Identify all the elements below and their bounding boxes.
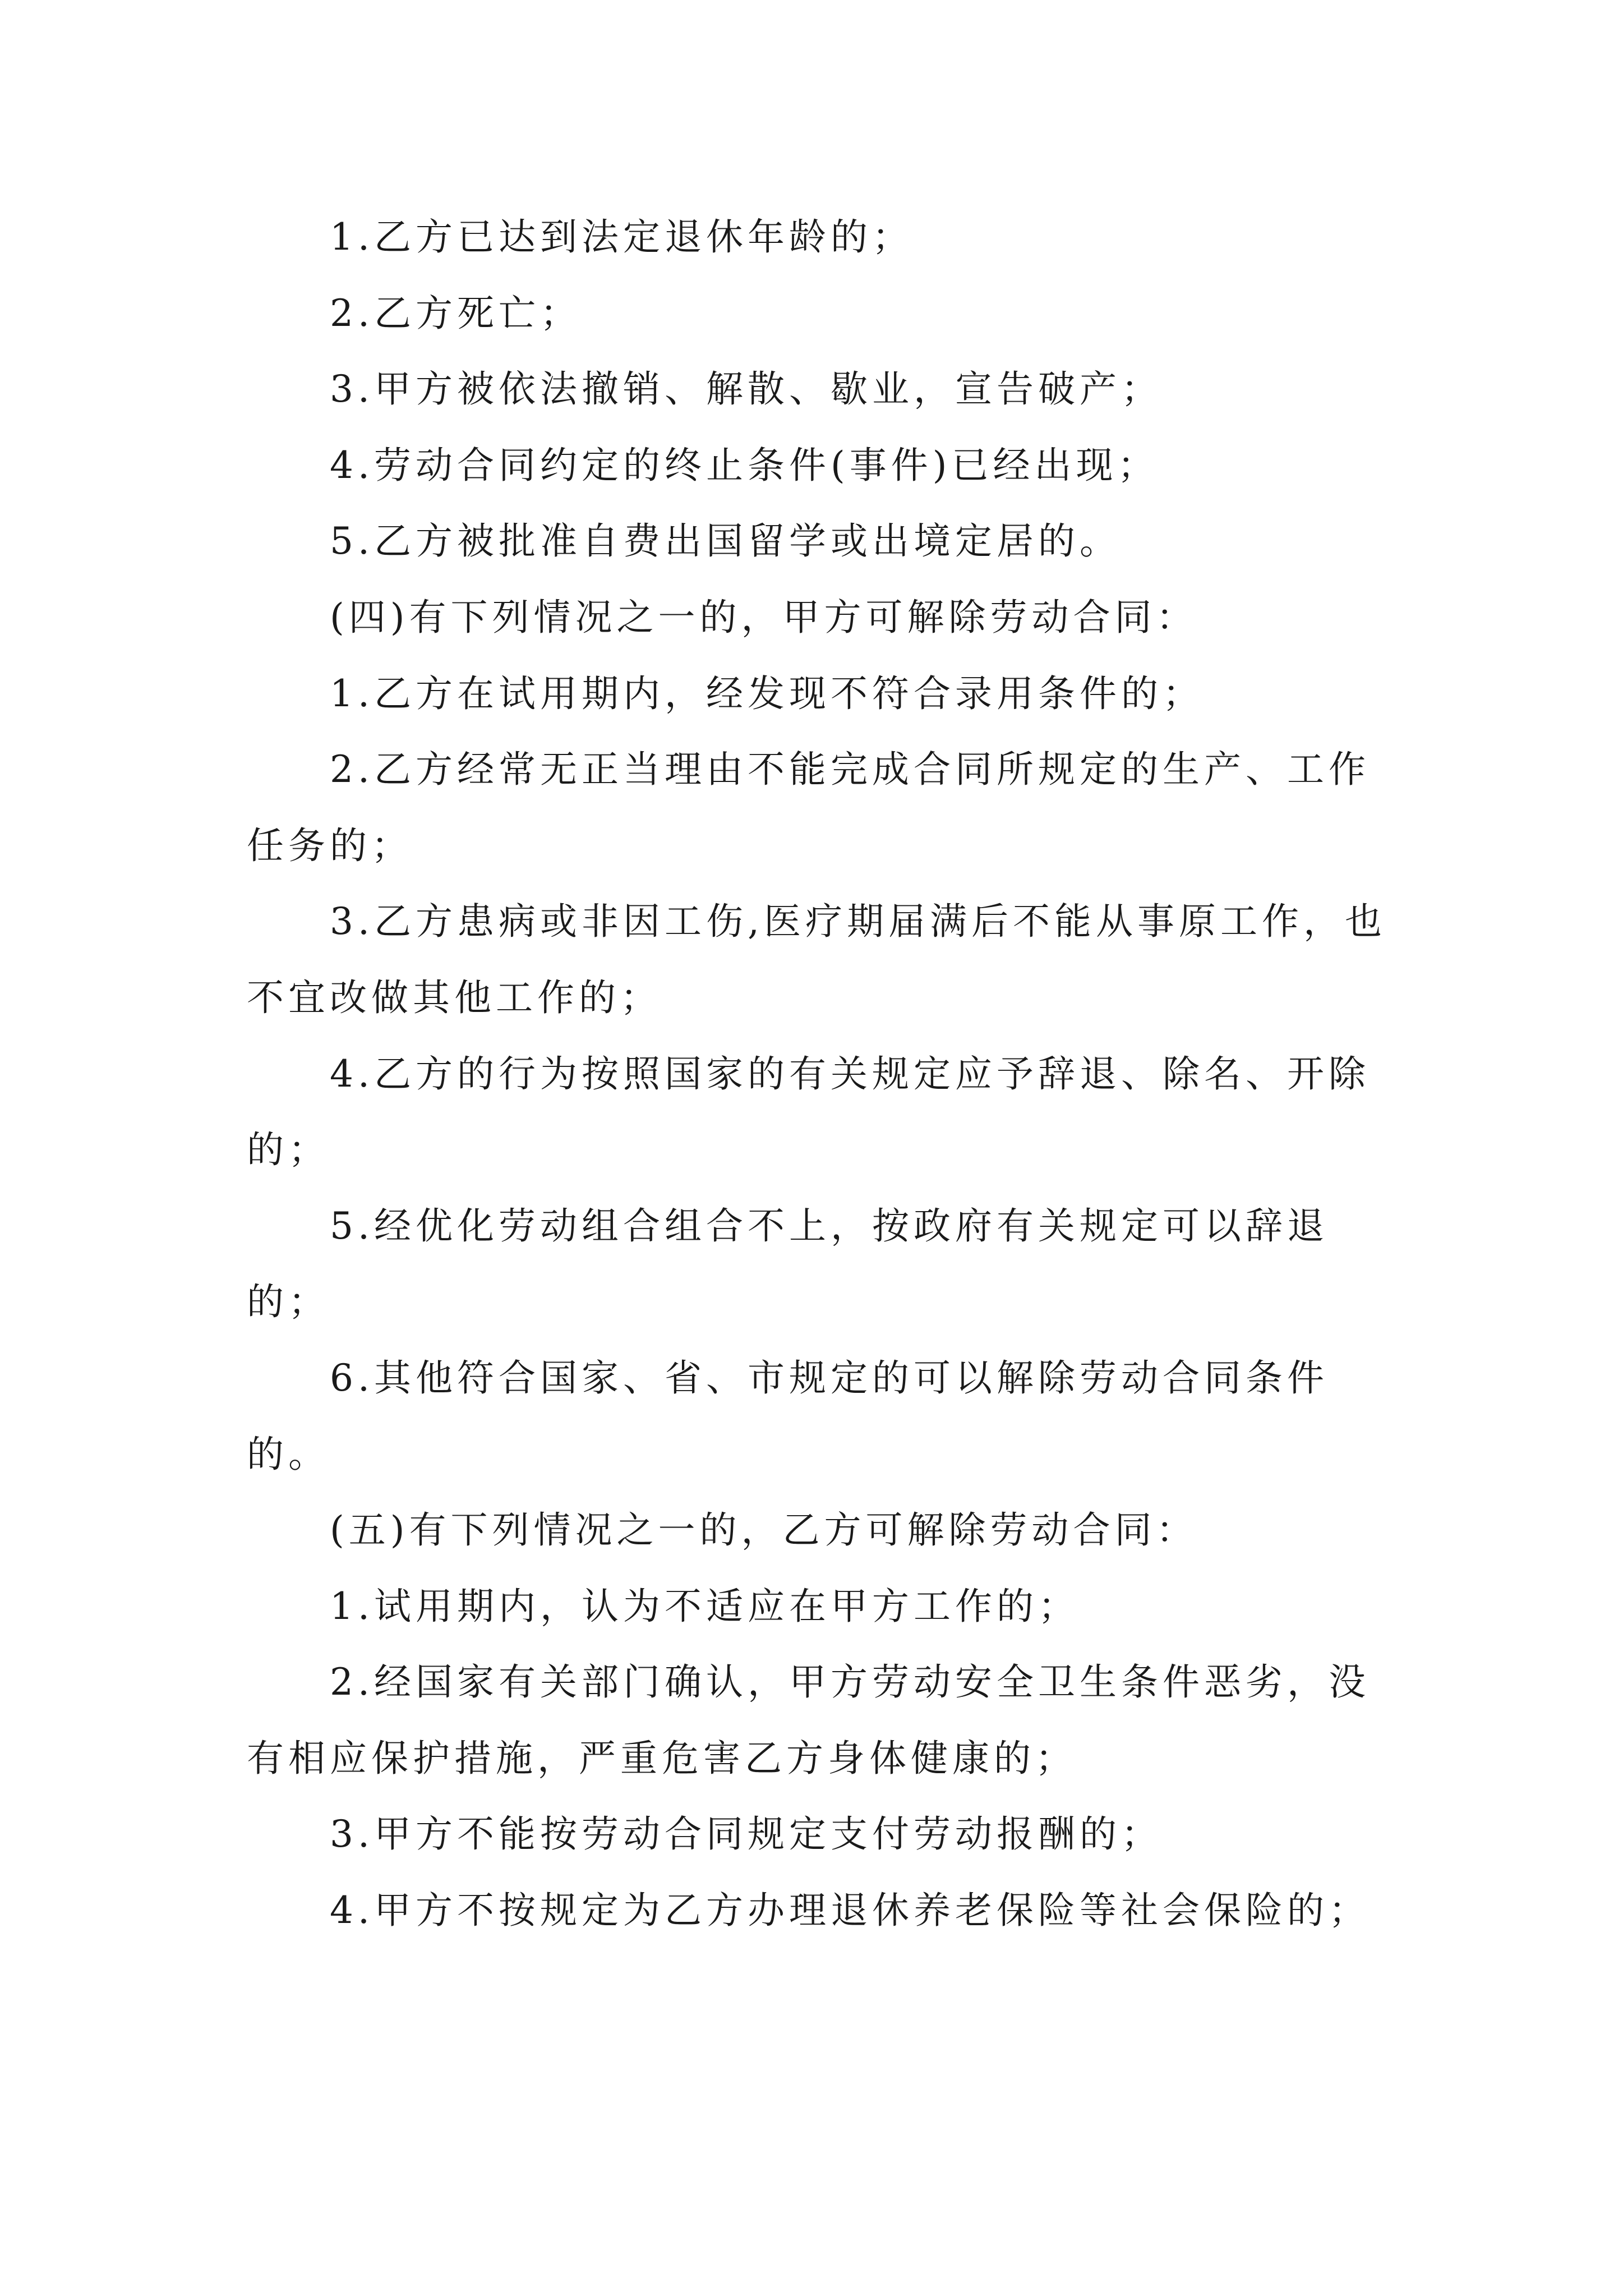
item-optimization: 5.经优化劳动组合组合不上，按政府有关规定可以辞退的； <box>247 1204 1329 1324</box>
item-task-failure: 2.乙方经常无正当理由不能完成合同所规定的生产、工作任务的； <box>247 748 1370 867</box>
item-other-conditions: 6.其他符合国家、省、市规定的可以解除劳动合同条件的。 <box>247 1356 1329 1476</box>
item-unpaid-wages: 3.甲方不能按劳动合同规定支付劳动报酬的； <box>330 1812 1163 1856</box>
section-five-heading: (五)有下列情况之一的，乙方可解除劳动合同： <box>330 1508 1198 1552</box>
item-dissolution: 3.甲方被依法撤销、解散、歇业，宣告破产； <box>330 367 1163 411</box>
contract-text <box>247 199 1391 1949</box>
item-retirement-age: 1.乙方已达到法定退休年龄的； <box>330 215 914 259</box>
item-termination-condition: 4.劳动合同约定的终止条件(事件)已经出现； <box>330 443 1159 487</box>
item-social-insurance: 4.甲方不按规定为乙方办理退休养老保险等社会保险的； <box>330 1889 1370 1932</box>
item-death: 2.乙方死亡； <box>330 291 582 335</box>
item-probation-unsuitable: 1.试用期内，认为不适应在甲方工作的； <box>330 1584 1080 1628</box>
section-four-heading: (四)有下列情况之一的，甲方可解除劳动合同： <box>330 595 1198 639</box>
item-dismissal: 4.乙方的行为按照国家的有关规定应予辞退、除名、开除的； <box>247 1052 1370 1172</box>
item-unsafe-conditions: 2.经国家有关部门确认，甲方劳动安全卫生条件恶劣，没有相应保护措施，严重危害乙方身体健康的； <box>247 1660 1370 1780</box>
item-illness: 3.乙方患病或非因工伤,医疗期届满后不能从事原工作，也不宜改做其他工作的； <box>247 900 1386 1019</box>
item-probation-unqualified: 1.乙方在试用期内，经发现不符合录用条件的； <box>330 671 1204 715</box>
item-emigration: 5.乙方被批准自费出国留学或出境定居的。 <box>330 519 1121 563</box>
